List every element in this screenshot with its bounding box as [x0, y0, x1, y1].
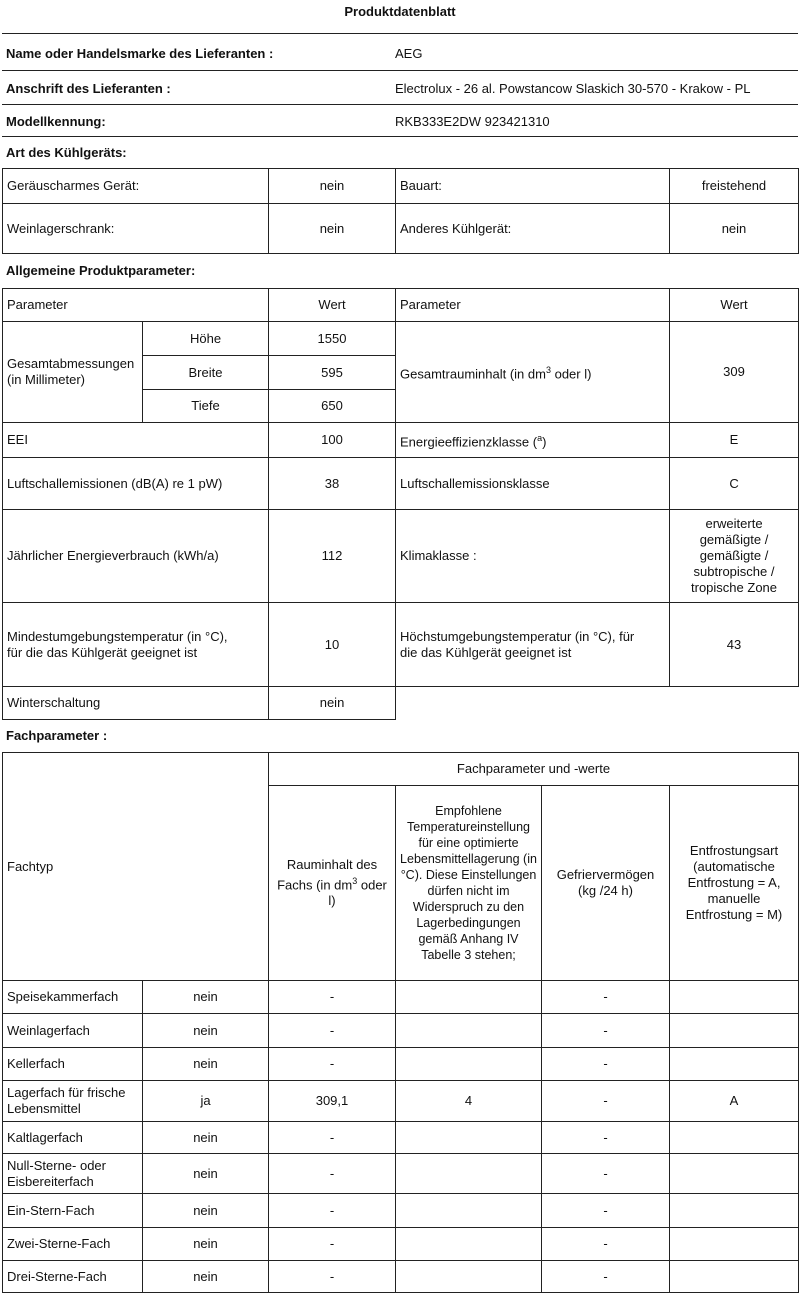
- winter-switch-label: Winterschaltung: [3, 687, 269, 720]
- noise-class-label: Luftschallemissionsklasse: [396, 458, 670, 510]
- table-row: [3, 1228, 799, 1261]
- value-header-2: Wert: [670, 289, 799, 322]
- annual-energy-label: Jährlicher Energieverbrauch (kWh/a): [3, 510, 269, 603]
- compartment-freeze: -: [542, 1081, 670, 1122]
- compartment-defrost: [670, 1014, 799, 1048]
- page-title: Produktdatenblatt: [344, 4, 456, 19]
- compartment-defrost: [670, 981, 799, 1014]
- depth-label: Tiefe: [143, 390, 269, 423]
- energy-class-label: Energieeffizienzklasse ($^a$): [396, 423, 670, 458]
- compartment-volume: -: [269, 1228, 396, 1261]
- table-row: [3, 322, 799, 356]
- compartment-temp: [396, 1014, 542, 1048]
- table-row: [3, 204, 799, 254]
- supplier-name-value: AEG: [395, 45, 423, 61]
- compartment-volume: 309,1: [269, 1081, 396, 1122]
- compartment-present: nein: [143, 981, 269, 1014]
- compartment-present: nein: [143, 1154, 269, 1194]
- compartments-table: [2, 752, 799, 1293]
- compartment-defrost: [670, 1048, 799, 1081]
- compartment-defrost: [670, 1154, 799, 1194]
- table-row: [3, 423, 799, 458]
- annual-energy-value: 112: [269, 510, 396, 603]
- noise-class-value: C: [670, 458, 799, 510]
- compartment-type-header: Fachtyp: [3, 753, 269, 981]
- compartment-present: nein: [143, 1228, 269, 1261]
- compartment-defrost: [670, 1194, 799, 1228]
- width-value: 595: [269, 356, 396, 390]
- model-value: RKB333E2DW 923421310: [395, 113, 550, 129]
- compartment-temp: [396, 1122, 542, 1154]
- min-temp-label: Mindestumgebungstemperatur (in °C), für die das Kühlgerät geeignet ist: [3, 603, 269, 687]
- divider: [2, 70, 798, 71]
- compartment-name: Null-Sterne- oder Eisbereiterfach: [3, 1154, 143, 1194]
- compartment-defrost: A: [670, 1081, 799, 1122]
- compartment-temp: [396, 1228, 542, 1261]
- table-row: [3, 169, 799, 204]
- compartment-name: Ein-Stern-Fach: [3, 1194, 143, 1228]
- height-value: 1550: [269, 322, 396, 356]
- model-row: [2, 106, 798, 136]
- compartment-temp: [396, 1261, 542, 1293]
- table-row: [3, 1081, 799, 1122]
- table-row: [3, 1194, 799, 1228]
- height-label: Höhe: [143, 322, 269, 356]
- compartment-freeze: -: [542, 1122, 670, 1154]
- general-section-heading: Allgemeine Produktparameter:: [6, 263, 196, 278]
- table-row: [3, 1014, 799, 1048]
- appliance-type-table: [2, 168, 799, 254]
- table-row: [3, 981, 799, 1014]
- compartment-name: Lagerfach für frische Lebensmittel: [3, 1081, 143, 1122]
- noise-label: Luftschallemissionen (dB(A) re 1 pW): [3, 458, 269, 510]
- compartments-section-heading: Fachparameter :: [6, 728, 108, 743]
- compartment-name: Speisekammerfach: [3, 981, 143, 1014]
- compartment-present: nein: [143, 1194, 269, 1228]
- compartment-freeze: -: [542, 1228, 670, 1261]
- low-noise-label: Geräuscharmes Gerät:: [3, 169, 269, 204]
- compartment-volume: -: [269, 1048, 396, 1081]
- freezing-capacity-header: Gefriervermögen (kg /24 h): [542, 786, 670, 981]
- max-temp-value: 43: [670, 603, 799, 687]
- design-value: freistehend: [670, 169, 799, 204]
- compartment-defrost: [670, 1261, 799, 1293]
- other-appliance-value: nein: [670, 204, 799, 254]
- compartment-freeze: -: [542, 1048, 670, 1081]
- other-appliance-label: Anderes Kühlgerät:: [396, 204, 670, 254]
- general-parameters-table: [2, 288, 799, 720]
- total-volume-label: Gesamtrauminhalt (in $dm^3$ oder l): [396, 322, 670, 423]
- compartment-temp: [396, 1194, 542, 1228]
- total-volume-value: 309: [670, 322, 799, 423]
- compartment-freeze: -: [542, 1261, 670, 1293]
- supplier-address-value: Electrolux - 26 al. Powstancow Slaskich 30-570 - Krakow - PL: [395, 80, 751, 96]
- compartment-freeze: -: [542, 981, 670, 1014]
- supplier-name-row: [2, 36, 798, 70]
- table-row: [3, 603, 799, 687]
- compartment-name: Drei-Sterne-Fach: [3, 1261, 143, 1293]
- supplier-address-row: [2, 72, 798, 104]
- low-noise-value: nein: [269, 169, 396, 204]
- divider: [2, 33, 798, 34]
- dimensions-label: Gesamtabmessungen (in Millimeter): [3, 322, 143, 423]
- compartment-name: Kaltlagerfach: [3, 1122, 143, 1154]
- compartment-present: nein: [143, 1261, 269, 1293]
- compartment-freeze: -: [542, 1194, 670, 1228]
- compartment-volume: -: [269, 1154, 396, 1194]
- noise-value: 38: [269, 458, 396, 510]
- table-row: [3, 289, 799, 322]
- table-row: [3, 1122, 799, 1154]
- defrost-type-header: Entfrostungsart (automatische Entfrostung = A, manuelle Entfrostung = M): [670, 786, 799, 981]
- compartment-group-header: Fachparameter und -werte: [269, 753, 799, 786]
- compartment-name: Weinlagerfach: [3, 1014, 143, 1048]
- design-label: Bauart:: [396, 169, 670, 204]
- divider: [2, 104, 798, 105]
- compartment-volume: -: [269, 981, 396, 1014]
- eei-value: 100: [269, 423, 396, 458]
- climate-class-label: Klimaklasse :: [396, 510, 670, 603]
- model-label: Modellkennung:: [6, 113, 106, 129]
- climate-class-value: erweiterte gemäßigte / gemäßigte / subtropische / tropische Zone: [670, 510, 799, 603]
- param-header: Parameter: [3, 289, 269, 322]
- compartment-name: Kellerfach: [3, 1048, 143, 1081]
- wine-cabinet-value: nein: [269, 204, 396, 254]
- table-row: [3, 753, 799, 786]
- compartment-freeze: -: [542, 1014, 670, 1048]
- compartment-present: nein: [143, 1122, 269, 1154]
- table-row: [3, 510, 799, 603]
- compartment-freeze: -: [542, 1154, 670, 1194]
- compartment-temp: [396, 1048, 542, 1081]
- param-header-2: Parameter: [396, 289, 670, 322]
- compartment-defrost: [670, 1228, 799, 1261]
- compartment-temp: 4: [396, 1081, 542, 1122]
- compartment-present: nein: [143, 1014, 269, 1048]
- compartment-defrost: [670, 1122, 799, 1154]
- min-temp-value: 10: [269, 603, 396, 687]
- supplier-address-label: Anschrift des Lieferanten :: [6, 80, 171, 96]
- compartment-volume-header: Rauminhalt des Fachs (in $dm^3$ oder l): [269, 786, 396, 981]
- energy-class-value: E: [670, 423, 799, 458]
- winter-switch-value: nein: [269, 687, 396, 720]
- compartment-volume: -: [269, 1014, 396, 1048]
- compartment-volume: -: [269, 1122, 396, 1154]
- compartment-present: ja: [143, 1081, 269, 1122]
- eei-label: EEI: [3, 423, 269, 458]
- supplier-name-label: Name oder Handelsmarke des Lieferanten :: [6, 45, 274, 61]
- table-row: [3, 1048, 799, 1081]
- type-section-heading: Art des Kühlgeräts:: [6, 145, 127, 160]
- table-row: [3, 458, 799, 510]
- table-row: [3, 1261, 799, 1293]
- compartment-volume: -: [269, 1194, 396, 1228]
- max-temp-label: Höchstumgebungstemperatur (in °C), für die das Kühlgerät geeignet ist: [396, 603, 670, 687]
- compartment-name: Zwei-Sterne-Fach: [3, 1228, 143, 1261]
- depth-value: 650: [269, 390, 396, 423]
- table-row: [3, 687, 799, 720]
- divider: [2, 136, 798, 137]
- value-header: Wert: [269, 289, 396, 322]
- wine-cabinet-label: Weinlagerschrank:: [3, 204, 269, 254]
- recommended-temp-header: Empfohlene Temperatureinstellung für eine optimierte Lebensmittellagerung (in °C). Diese Einstellungen dürfen nicht im Widerspruch zu den Lagerbedingungen gemäß Anhang IV Tabelle 3 stehen;: [396, 786, 542, 981]
- compartment-temp: [396, 1154, 542, 1194]
- width-label: Breite: [143, 356, 269, 390]
- compartment-volume: -: [269, 1261, 396, 1293]
- compartment-temp: [396, 981, 542, 1014]
- compartment-present: nein: [143, 1048, 269, 1081]
- table-row: [3, 1154, 799, 1194]
